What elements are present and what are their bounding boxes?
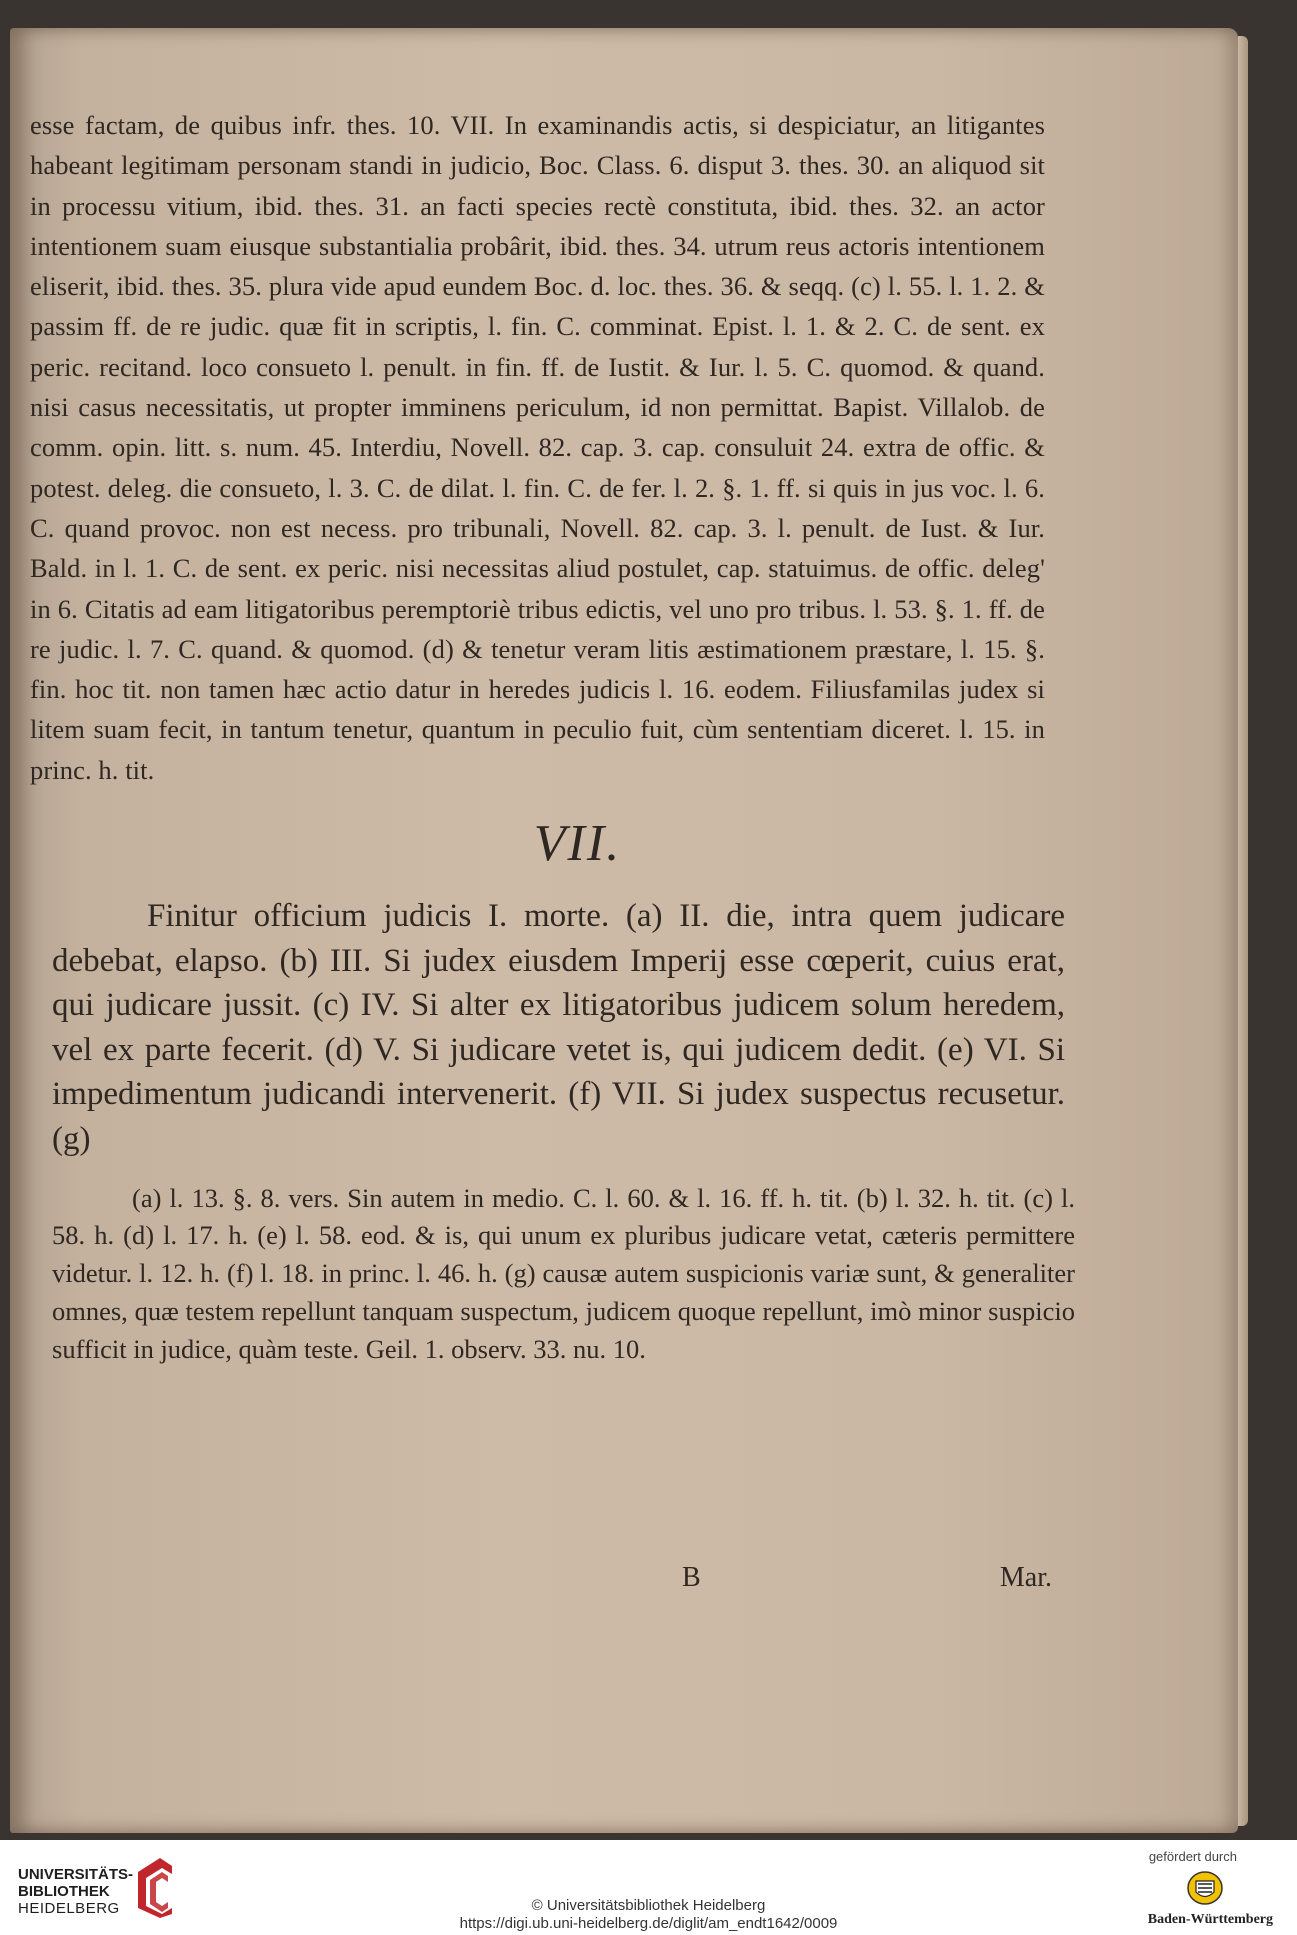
permalink-url[interactable]: https://digi.ub.uni-heidelberg.de/diglit/am_endt1642/0009 [459, 1915, 838, 1932]
baden-wuerttemberg-emblem-icon[interactable] [1185, 1868, 1225, 1908]
footer-bar [0, 1840, 1297, 1935]
copyright-text: © Universitätsbibliothek Heidelberg [531, 1897, 766, 1914]
notes-paragraph: esse factam, de quibus infr. thes. 10. VII. In examinandis actis, si despiciatur, an litigantes habeant legitimam personam standi in judicio, Boc. Class. 6. disput 3. thes. 30. an aliquod sit in processu vitium, ibid. thes. 31. an facti species rectè constituta, ibid. thes. 32. an actor intentionem suam eiusque substantialia probârit, ibid. thes. 34. utrum reus actoris intentionem eliserit, ibid. thes. 35. plura vide apud eundem Boc. d. loc. thes. 36. & seqq. (c) l. 55. l. 1. 2. & passim ff. de re judic. quæ fit in scriptis, l. fin. C. comminat. Epist. l. 1. & 2. C. de sent. ex peric. recitand. loco consueto l. penult. in fin. ff. de Iustit. & Iur. l. 5. C. quomod. & quand. nisi casus necessitatis, ut propter imminens periculum, id non permittat. Bapist. Villalob. de comm. opin. litt. s. num. 45. Interdiu, Novell. 82. cap. 3. cap. consuluit 24. extra de offic. & potest. deleg. die consueto, l. 3. C. de dilat. l. fin. C. de fer. l. 2. §. 1. ff. si quis in jus voc. l. 6. C. quand provoc. non est necess. pro tribunali, Novell. 82. cap. 3. l. penult. de Iust. & Iur. Bald. in l. 1. C. de sent. ex peric. nisi necessitas aliud postulet, cap. statuimus. de offic. deleg' in 6. Citatis ad eam litigatoribus peremptoriè tribus edictis, vel uno pro tribus. l. 53. §. 1. ff. de re judic. l. 7. C. quand. & quomod. (d) & tenetur veram litis æstimationem præstare, l. 15. §. fin. hoc tit. non tamen hæc actio datur in heredes judicis l. 16. eodem. Filiusfamilas judex si litem suam fecit, in tantum tenetur, quantum in peculio fuit, cùm sententiam diceret. l. 15. in princ. h. tit. [30, 110, 1045, 785]
catchword: Mar. [999, 1562, 1052, 1593]
footnote-paragraph: (a) l. 13. §. 8. vers. Sin autem in medio. C. l. 60. & l. 16. ff. h. tit. (b) l. 32. h. tit. (c) l. 58. h. (d) l. 17. h. (e) l. 58. eod. & is, qui unum ex pluribus judicare vetat, cæteris permittere videtur. l. 12. h. (f) l. 18. in princ. l. 46. h. (g) causæ autem suspicionis variæ sunt, & generaliter omnes, quæ testem repellunt tanquam suspectum, judicem quoque repellunt, imò minor suspicio sufficit in judice, quàm teste. Geil. 1. observ. 33. nu. 10. [52, 1182, 1075, 1364]
library-name-line3: HEIDELBERG [18, 1900, 120, 1917]
main-paragraph: Finitur officium judicis I. morte. (a) II. die, intra quem judicare debebat, elapso. (b) III. Si judex eiusdem Imperij esse cœperit, cuius erat, qui judicare jussit. (c) IV. Si alter ex litigatoribus judicem solum heredem, vel ex parte fecerit. (d) V. Si judicare vetet is, qui judicem dedit. (e) VI. Si impedimentum judicandi intervenerit. (f) VII. Si judex suspectus recusetur. (g) [52, 898, 1065, 1158]
page-edge [1238, 36, 1248, 1826]
library-name-line1: UNIVERSITÄTS- [18, 1866, 134, 1883]
notes-block [30, 105, 1045, 790]
funder-name: Baden-Württemberg [1147, 1912, 1273, 1927]
funded-by-label: gefördert durch [1148, 1849, 1237, 1864]
page-bottom-marks [52, 1562, 1052, 1606]
footnote-block [52, 1180, 1075, 1369]
signature-mark: B [682, 1562, 701, 1593]
library-name-line2: BIBLIOTHEK [18, 1883, 110, 1900]
section-heading: VII. [533, 815, 622, 873]
page-text [30, 105, 1075, 1369]
main-text-block [52, 894, 1065, 1162]
